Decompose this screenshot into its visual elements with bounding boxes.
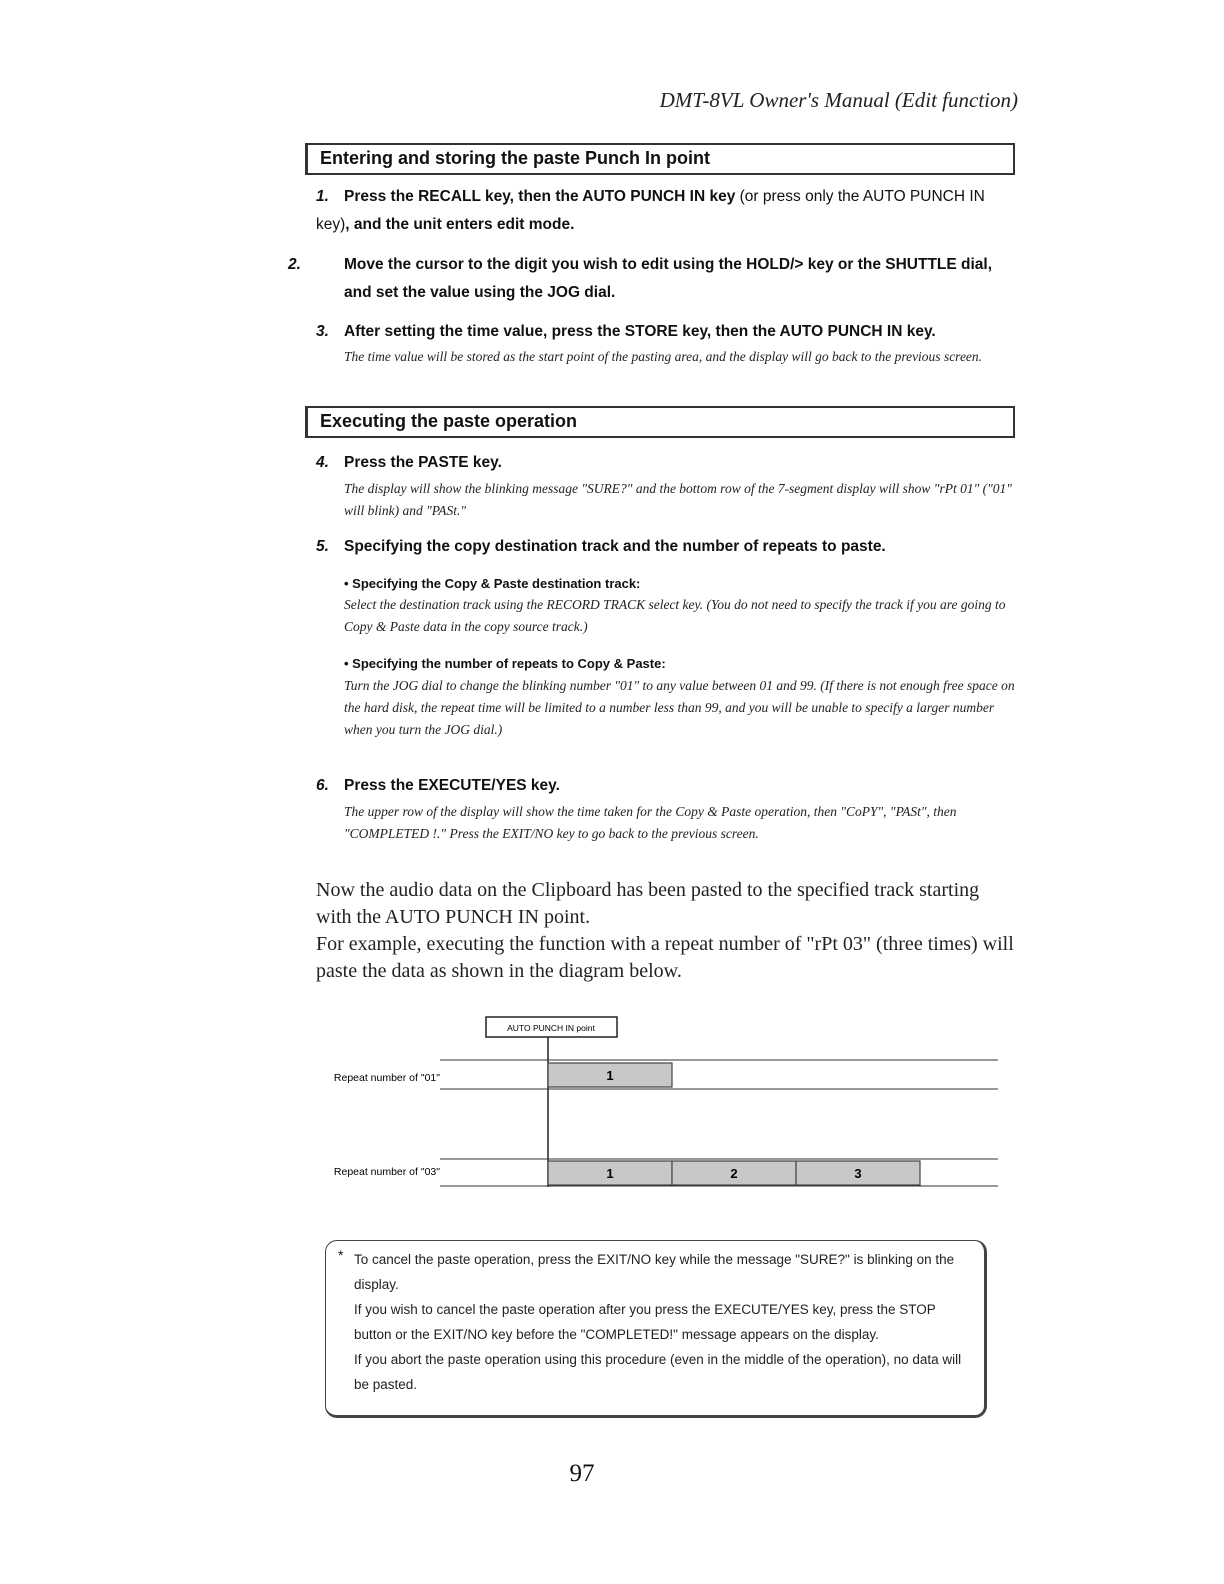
section-heading-punch-in [305, 143, 1015, 175]
step-4-note: The display will show the blinking message "SURE?" and the bottom row of the 7-segment display will show "rPt 01" ("01" will blink) and "PASt." [344, 481, 1012, 518]
step-text: Move the cursor to the digit you wish to edit using the HOLD/> key or the SHUTTLE dial, and set the value using the JOG dial. [344, 256, 993, 301]
step-3 [316, 318, 1016, 346]
step-5 [316, 533, 1016, 561]
sub-note-repeats: Turn the JOG dial to change the blinking number "01" to any value between 01 and 99. (If there is not enough free space on the hard disk, the repeat time will be limited to a number less than 99, and you will be unable to specify a larger number when you turn the JOG dial.) [344, 678, 1015, 737]
step-text: Press the RECALL key, then the AUTO PUNCH IN key [344, 188, 736, 205]
repeat-diagram [0, 1005, 1224, 1245]
body-paragraph-2: For example, executing the function with a repeat number of "rPt 03" (three times) will paste the data as shown in the diagram below. [316, 933, 1014, 982]
row2-blocks [548, 1161, 920, 1185]
step-text: Specifying the copy destination track and the number of repeats to paste. [344, 538, 886, 555]
notice-bullet: * [338, 1247, 344, 1263]
step-3-note: The time value will be stored as the start point of the pasting area, and the display will go back to the previous screen. [344, 349, 983, 364]
notice-paragraph-1: To cancel the paste operation, press the EXIT/NO key while the message "SURE?" is blinking on the display. [354, 1252, 955, 1292]
sub-heading-destination: • Specifying the Copy & Paste destination track: [344, 576, 641, 591]
step-text: Press the PASTE key. [344, 454, 502, 471]
step-number: 5. [316, 538, 329, 555]
step-2 [288, 251, 1016, 307]
repeat-block-label: 3 [854, 1166, 862, 1181]
row1-label: Repeat number of "01" [333, 1072, 440, 1084]
step-6 [316, 772, 1016, 800]
marker-label: AUTO PUNCH IN point [507, 1023, 595, 1033]
notice-box [325, 1240, 987, 1418]
step-text-end: , and the unit enters edit mode. [345, 216, 575, 233]
notice-text [354, 1247, 974, 1397]
repeat-block-label: 2 [730, 1166, 738, 1181]
section-title: Executing the paste operation [320, 411, 578, 431]
section-heading-execute [305, 406, 1015, 438]
repeat-block-label: 1 [606, 1068, 614, 1083]
row1-blocks [548, 1063, 672, 1087]
step-1 [316, 183, 1016, 239]
sub-note-destination: Select the destination track using the RECORD TRACK select key. (You do not need to specify the track if you are going to Copy & Paste data in the copy source track.) [344, 597, 1006, 634]
step-number: 4. [316, 454, 329, 471]
step-number: 6. [316, 777, 329, 794]
step-number: 2. [288, 256, 301, 273]
step-text-aside: (or press only the AUTO PUNCH IN key) [316, 188, 985, 233]
step-number: 1. [316, 188, 329, 205]
body-paragraph-1: Now the audio data on the Clipboard has been pasted to the specified track starting with the AUTO PUNCH IN point. [316, 879, 980, 928]
step-number: 3. [316, 323, 329, 340]
step-4 [316, 449, 1016, 477]
sub-heading-repeats: • Specifying the number of repeats to Copy & Paste: [344, 656, 666, 671]
page-header: DMT-8VL Owner's Manual (Edit function) [659, 88, 1018, 112]
step-text: Press the EXECUTE/YES key. [344, 777, 560, 794]
row2-label: Repeat number of "03" [333, 1166, 440, 1178]
notice-paragraph-3: If you abort the paste operation using this procedure (even in the middle of the operation), no data will be pasted. [354, 1352, 962, 1392]
notice-paragraph-2: If you wish to cancel the paste operation after you press the EXECUTE/YES key, press the STOP button or the EXIT/NO key before the "COMPLETED!" message appears on the display. [354, 1302, 936, 1342]
section-title: Entering and storing the paste Punch In point [320, 148, 711, 168]
repeat-block-label: 1 [606, 1166, 614, 1181]
step-6-note: The upper row of the display will show the time taken for the Copy & Paste operation, then "CoPY", "PASt", then "COMPLETED !." Press the EXIT/NO key to go back to the previous screen. [344, 804, 957, 841]
step-text: After setting the time value, press the STORE key, then the AUTO PUNCH IN key. [344, 323, 936, 340]
page-number: 97 [569, 1460, 595, 1487]
